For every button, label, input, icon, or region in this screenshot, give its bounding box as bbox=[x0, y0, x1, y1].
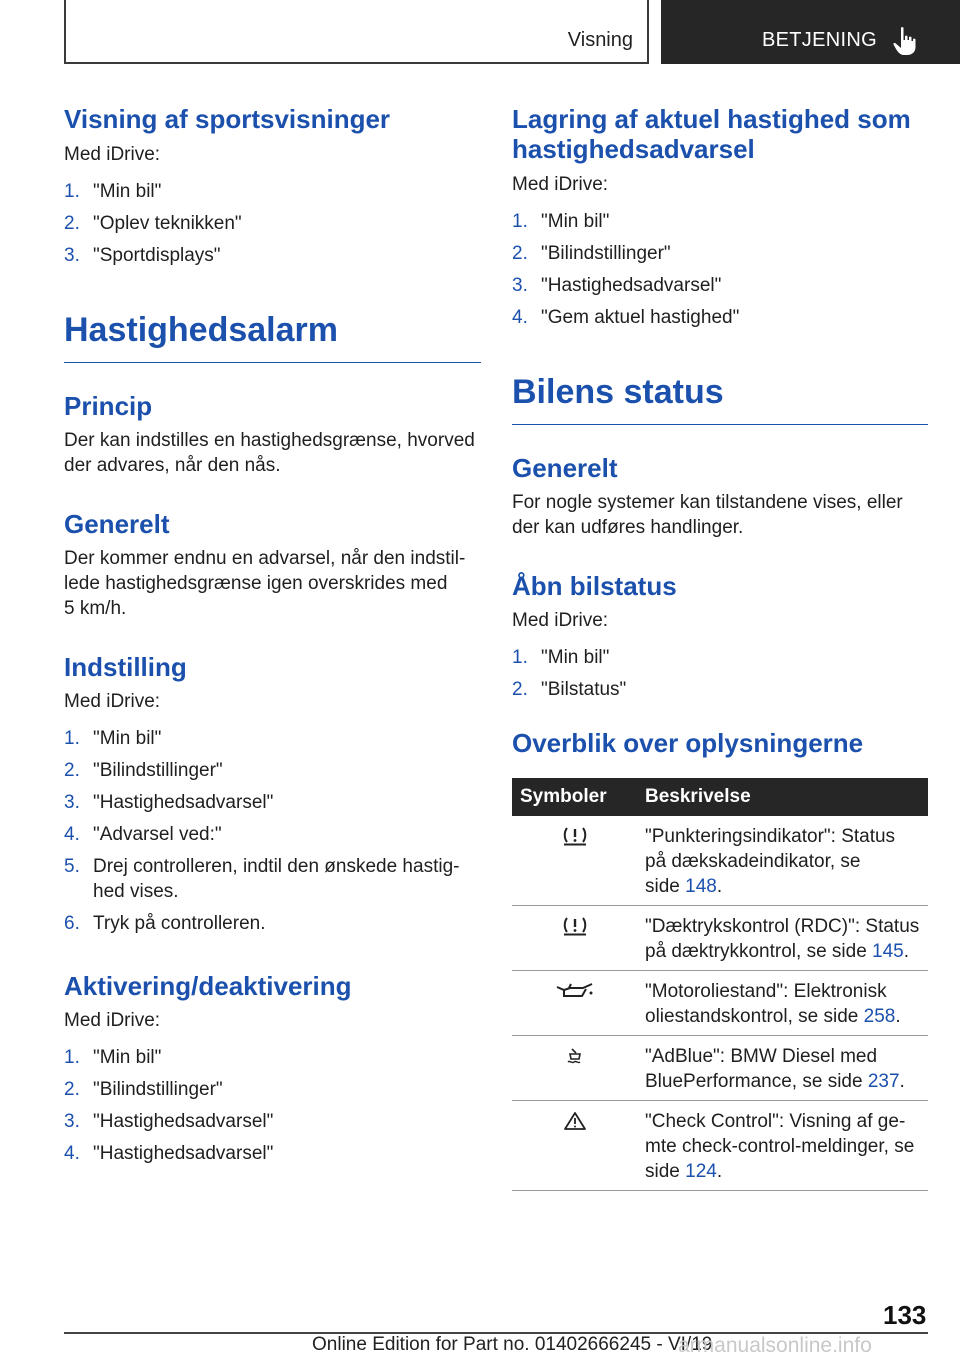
table-row bbox=[512, 1101, 928, 1191]
table-cell: "Dæktrykskontrol (RDC)": Status på dæktrykkontrol, se side 145. bbox=[637, 906, 928, 971]
section-title-overblik: Overblik over oplysningerne bbox=[512, 728, 864, 758]
intro-text: Med iDrive: bbox=[64, 1010, 161, 1031]
chapter-title-hastighedsalarm: Hastighedsalarm bbox=[64, 310, 481, 363]
intro-text: Med iDrive: bbox=[512, 174, 609, 195]
intro-text: Med iDrive: bbox=[64, 144, 161, 165]
steps-sportsvisninger bbox=[64, 179, 481, 268]
table-cell: "Check Control": Visning af ge‐ mte check-control-meldinger, se side 124. bbox=[637, 1101, 928, 1191]
section-title-princip: Princip bbox=[64, 391, 153, 421]
table-cell: "Motoroliestand": Elektronisk oliestandskontrol, se side 258. bbox=[637, 971, 928, 1036]
page-link[interactable]: 124 bbox=[685, 1161, 717, 1182]
list-item: 2. "Bilindstillinger" bbox=[512, 243, 671, 264]
intro-text: Med iDrive: bbox=[512, 610, 609, 631]
list-item: 2. "Bilindstillinger" bbox=[64, 1079, 223, 1100]
page-number: 133 bbox=[883, 1300, 927, 1330]
table-header-cell: Beskrivelse bbox=[637, 778, 928, 816]
table-row bbox=[512, 971, 928, 1036]
steps-lagring bbox=[512, 209, 928, 330]
table-row bbox=[512, 1036, 928, 1101]
list-item: 3. "Hastighedsadvarsel" bbox=[512, 275, 722, 296]
table-row bbox=[512, 816, 928, 906]
list-item: 1. "Min bil" bbox=[512, 211, 610, 232]
list-item: 4. "Hastighedsadvarsel" bbox=[64, 1143, 274, 1164]
table-header-row bbox=[512, 778, 928, 816]
header-chapter-label: BETJENING bbox=[762, 29, 877, 51]
warning-triangle-icon bbox=[563, 1111, 587, 1131]
page-link[interactable]: 237 bbox=[867, 1071, 900, 1092]
table-header-cell: Symboler bbox=[512, 778, 637, 816]
list-item: 2. "Oplev teknikken" bbox=[64, 213, 242, 234]
section-title-sportsvisninger: Visning af sportsvisninger bbox=[64, 104, 391, 134]
steps-aabn bbox=[512, 645, 928, 702]
chapter-title-bilens-status: Bilens status bbox=[512, 372, 928, 425]
list-item: 1. "Min bil" bbox=[64, 728, 162, 749]
oil-can-icon bbox=[555, 981, 595, 1001]
page-link[interactable]: 145 bbox=[872, 941, 904, 962]
intro-text: Med iDrive: bbox=[64, 691, 161, 712]
header-section-label: Visning bbox=[567, 29, 633, 51]
steps-indstilling bbox=[64, 726, 481, 936]
table-cell: "AdBlue": BMW Diesel med BluePerformance, se side 237. bbox=[637, 1036, 928, 1101]
header-chapter-tab bbox=[661, 0, 960, 64]
body-text-generelt-r: For nogle systemer kan tilstandene vises, eller der kan udføres handlinger. bbox=[512, 492, 903, 538]
page-link[interactable]: 148 bbox=[685, 876, 717, 897]
section-title-aabn-bilstatus: Åbn bilstatus bbox=[512, 571, 677, 601]
list-item: 3. "Hastighedsadvarsel" bbox=[64, 792, 274, 813]
tire-pressure-control-icon bbox=[562, 916, 588, 936]
section-title-generelt-r: Generelt bbox=[512, 453, 618, 483]
list-item: 3. "Hastighedsadvarsel" bbox=[64, 1111, 274, 1132]
body-text-generelt: Der kommer endnu en advarsel, når den indstil‐ lede hastighedsgrænse igen overskrides med 5 km/h. bbox=[64, 548, 466, 619]
list-item: 3. "Sportdisplays" bbox=[64, 245, 221, 266]
left-column bbox=[64, 96, 481, 1166]
symbols-table bbox=[512, 778, 928, 1191]
right-column bbox=[512, 96, 928, 1191]
list-item: 1. "Min bil" bbox=[512, 647, 610, 668]
section-title-indstilling: Indstilling bbox=[64, 652, 187, 682]
table-row bbox=[512, 906, 928, 971]
list-item: 1. "Min bil" bbox=[64, 1047, 162, 1068]
page-link[interactable]: 258 bbox=[863, 1006, 896, 1027]
section-title-generelt: Generelt bbox=[64, 509, 170, 539]
watermark-text: armanualsonline.info bbox=[678, 1334, 872, 1357]
list-item: 2. "Bilindstillinger" bbox=[64, 760, 223, 781]
list-item: 6. Tryk på controlleren. bbox=[64, 913, 266, 934]
list-item: 5. Drej controlleren, indtil den ønskede hastig‐ hed vises. bbox=[64, 856, 460, 902]
steps-aktivering bbox=[64, 1045, 481, 1166]
pointing-hand-icon bbox=[892, 26, 918, 56]
body-text-princip: Der kan indstilles en hastighedsgrænse, hvorved der advares, når den nås. bbox=[64, 430, 475, 476]
section-title-aktivering: Aktivering/deaktivering bbox=[64, 971, 352, 1001]
list-item: 1. "Min bil" bbox=[64, 181, 162, 202]
tire-pressure-warning-icon bbox=[562, 826, 588, 846]
footer-edition-text: Online Edition for Part no. 01402666245 - VI/19 bbox=[312, 1334, 713, 1355]
header-section-tab bbox=[64, 0, 649, 64]
table-cell: "Punkteringsindikator": Status på dækskadeindikator, se side 148. bbox=[637, 816, 928, 906]
section-title-lagring: Lagring af aktuel hastighed som hastighedsadvarsel bbox=[512, 104, 911, 164]
list-item: 4. "Advarsel ved:" bbox=[64, 824, 222, 845]
adblue-icon bbox=[565, 1046, 585, 1066]
list-item: 2. "Bilstatus" bbox=[512, 679, 627, 700]
list-item: 4. "Gem aktuel hastighed" bbox=[512, 307, 740, 328]
